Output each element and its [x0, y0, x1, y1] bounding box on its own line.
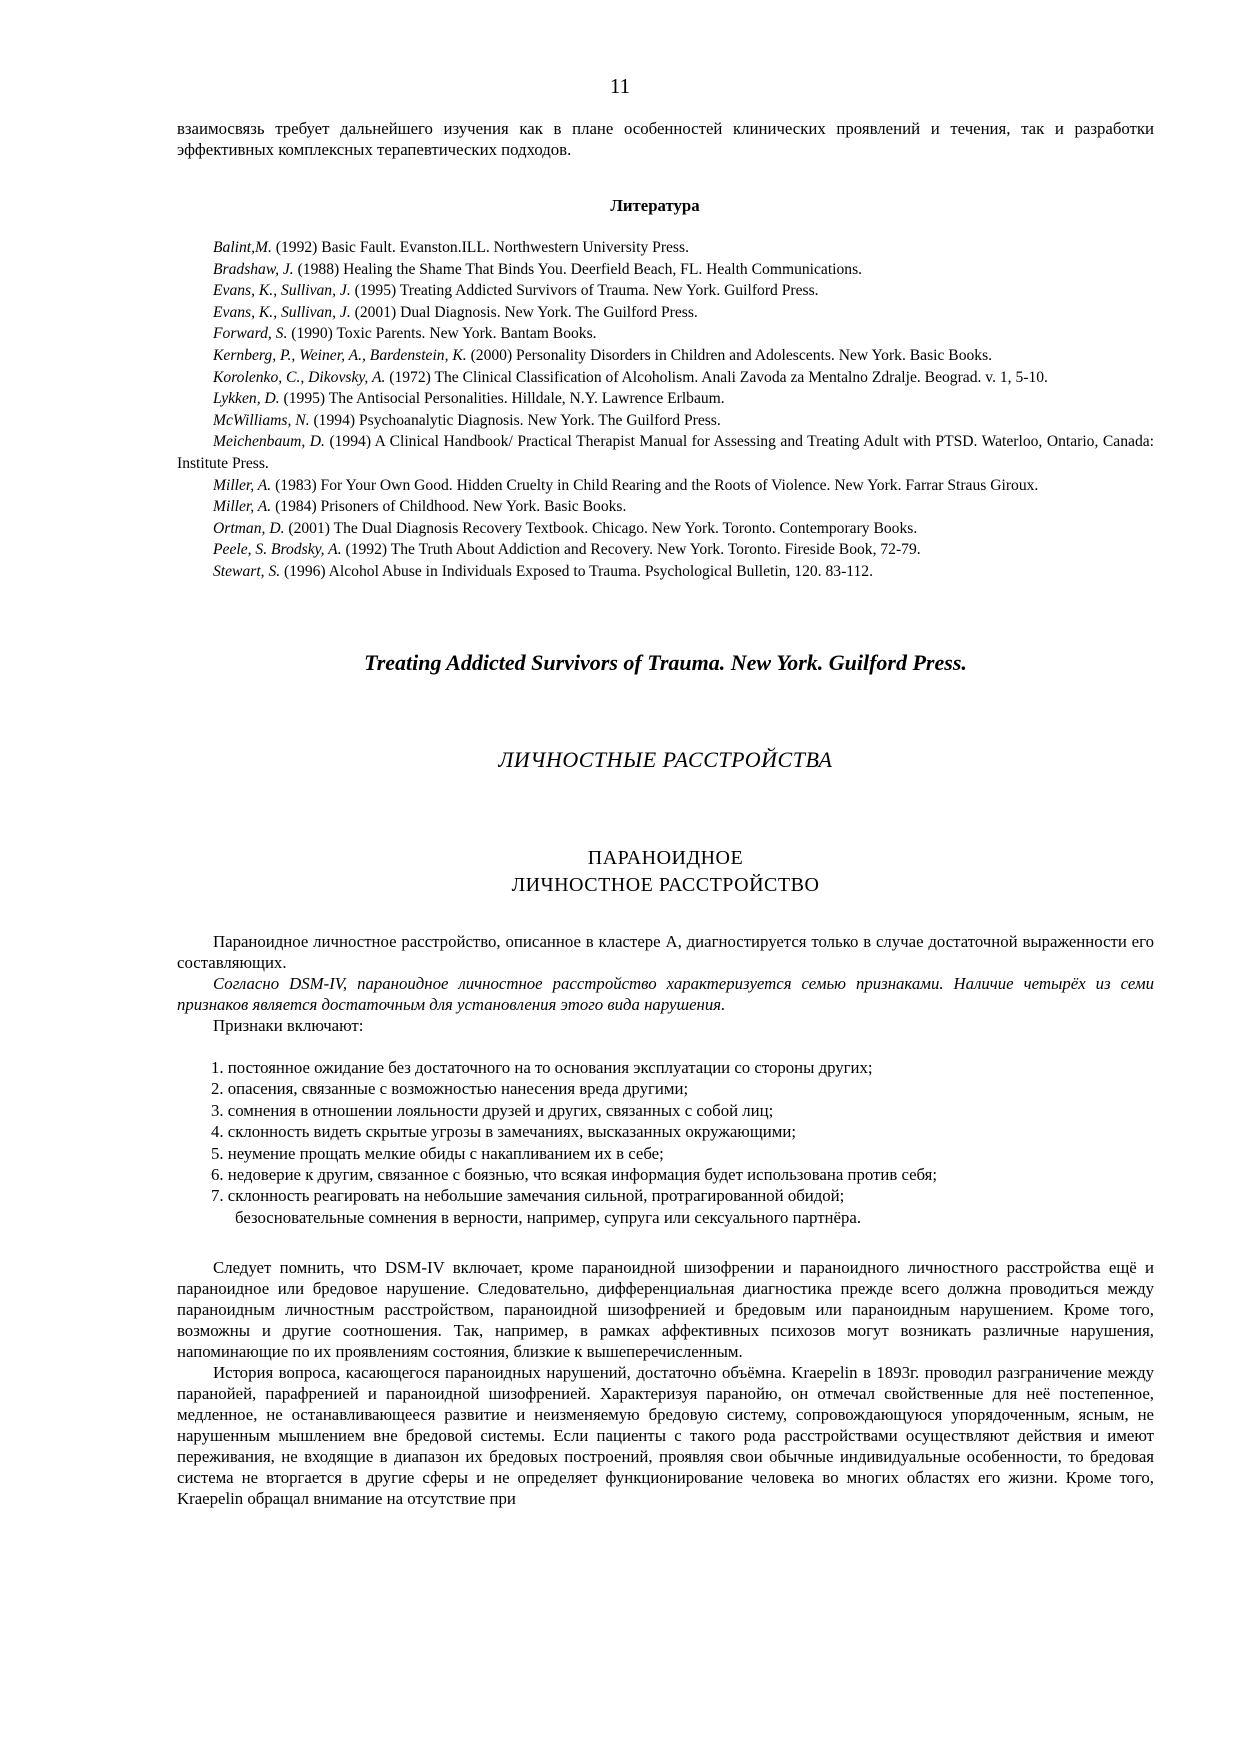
reference-item: [177, 431, 1154, 474]
reference-text: (1972) The Clinical Classification of Alcoholism. Anali Zavoda za Mentalno Zdralje. Beograd. v. 1, 5-10.: [385, 368, 1048, 386]
reference-text: (1988) Healing the Shame That Binds You. Deerfield Beach, FL. Health Communications.: [293, 260, 863, 278]
reference-authors: Kernberg, P., Weiner, A., Bardenstein, K.: [213, 346, 467, 364]
subsection-title: [177, 845, 1154, 899]
reference-item: [177, 280, 1154, 302]
reference-text: (1994) Psychoanalytic Diagnosis. New York. The Guilford Press.: [309, 411, 721, 429]
reference-item: [177, 302, 1154, 324]
reference-authors: Balint,M.: [213, 239, 272, 256]
reference-text: (1996) Alcohol Abuse in Individuals Exposed to Trauma. Psychological Bulletin, 120. 83-112.: [280, 562, 873, 580]
reference-item: [177, 410, 1154, 432]
paragraph: Признаки включают:: [213, 1016, 364, 1035]
list-item: 5. неумение прощать мелкие обиды с накапливанием их в себе;: [211, 1143, 664, 1163]
reference-authors: Lykken, D.: [213, 390, 280, 408]
subsection-title-line: ПАРАНОИДНОЕ: [587, 847, 744, 869]
paragraph: История вопроса, касающегося параноидных нарушений, достаточно объёмна. Kraepelin в 1893г. проводил разграничение между паранойей, парафренией и параноидной шизофренией. Характеризуя паранойю, он отмечал свойственные для неё постепенное, медленное, не останавливающееся развитие и неизменяемую бредовую систему, сопровождающуюся упорядоченным, ясным, не нарушенным мышлением вне бредовой системы. Если пациенты с такого рода расстройствами осуществляют действия и имеют переживания, не входящие в диапазон их бредовых построений, проявляя свои обычные индивидуальные особенности, то бредовая система не вторгается в другие сферы и не определяет функционирование человека во многих областях его жизни. Кроме того, Kraepelin обращал внимание на отсутствие при: [177, 1363, 1154, 1508]
intro-block: [177, 118, 1154, 160]
reference-text: (2001) The Dual Diagnosis Recovery Textbook. Chicago. New York. Toronto. Contemporary Books.: [284, 519, 918, 537]
intro-paragraph: взаимосвязь требует дальнейшего изучения как в плане особенностей клинических проявлений и течения, так и разработки эффективных комплексных терапевтических подходов.: [177, 119, 1154, 159]
body-block-top: [177, 931, 1154, 1036]
reference-item: [177, 561, 1154, 583]
list-item: 3. сомнения в отношении лояльности друзей и других, связанных с собой лиц;: [211, 1100, 774, 1120]
reference-text: (2000) Personality Disorders in Children and Adolescents. New York. Basic Books.: [466, 346, 993, 364]
reference-authors: Bradshaw, J.: [213, 260, 294, 278]
reference-authors: Meichenbaum, D.: [213, 433, 325, 451]
reference-text: (1984) Prisoners of Childhood. New York. Basic Books.: [271, 498, 627, 516]
reference-item: [177, 259, 1154, 281]
reference-authors: Peele, S. Brodsky, A.: [213, 541, 342, 559]
reference-authors: Miller, A.: [213, 498, 272, 516]
reference-text: (1992) Basic Fault. Evanston.ILL. Northwestern University Press.: [271, 239, 689, 256]
reference-authors: Evans, K., Sullivan, J.: [213, 303, 351, 321]
reference-item: [177, 237, 1154, 259]
reference-authors: Ortman, D.: [213, 519, 285, 537]
reference-item: [177, 475, 1154, 497]
reference-text: (1995) Treating Addicted Survivors of Trauma. New York. Guilford Press.: [350, 282, 819, 300]
reference-text: (1994) A Clinical Handbook/ Practical Therapist Manual for Assessing and Treating Adult with PTSD. Waterloo, Ontario, Canada: Institute Press.: [177, 433, 1154, 472]
reference-item: [177, 539, 1154, 561]
subsection-title-line: ЛИЧНОСТНОЕ РАССТРОЙСТВО: [511, 874, 820, 896]
reference-authors: Korolenko, C., Dikovsky, A.: [213, 368, 386, 386]
reference-authors: Stewart, S.: [213, 562, 281, 580]
list-item: 2. опасения, связанные с возможностью нанесения вреда другими;: [211, 1079, 689, 1099]
reference-item: [177, 345, 1154, 367]
reference-item: [177, 323, 1154, 345]
reference-authors: Miller, A.: [213, 476, 272, 494]
reference-authors: Evans, K., Sullivan, J.: [213, 282, 351, 300]
reference-authors: McWilliams, N.: [213, 411, 310, 429]
reference-text: (1983) For Your Own Good. Hidden Cruelty in Child Rearing and the Roots of Violence. New York. Farrar Straus Giroux.: [271, 476, 1039, 494]
list-item: 6. недоверие к другим, связанное с боязнью, что всякая информация будет использована против себя;: [211, 1165, 938, 1185]
reference-text: (1992) The Truth About Addiction and Recovery. New York. Toronto. Fireside Book, 72-79.: [341, 541, 921, 559]
reference-item: [177, 518, 1154, 540]
body-block-bottom: [177, 1257, 1154, 1509]
list-item: 7. склонность реагировать на небольшие замечания сильной, протрагированной обидой;: [211, 1186, 845, 1206]
paragraph-italic: Согласно DSM-IV, параноидное личностное расстройство характеризуется семью признаками. Наличие четырёх из семи признаков является достаточным для установления этого вида нарушения.: [177, 974, 1154, 1014]
list-item: 4. склонность видеть скрытые угрозы в замечаниях, высказанных окружающими;: [211, 1122, 797, 1142]
paragraph: Параноидное личностное расстройство, описанное в кластере А, диагностируется только в случае достаточной выраженности его составляющих.: [177, 932, 1154, 972]
reference-authors: Forward, S.: [213, 325, 288, 343]
references-list: [177, 237, 1154, 583]
references-title: Литература: [610, 196, 700, 215]
paragraph: Следует помнить, что DSM-IV включает, кроме параноидной шизофрении и параноидного личностного расстройства ещё и параноидное или бредовое нарушение. Следовательно, дифференциальная диагностика прежде всего должна проводиться между параноидным личностным расстройством, параноидной шизофренией и бредовым или параноидным нарушением. Кроме того, возможны и другие соотношения. Так, например, в рамках аффективных психозов могут возникать различные нарушения, напоминающие по их проявлениям состояния, близкие к вышеперечисленным.: [177, 1258, 1154, 1361]
section-title: ЛИЧНОСТНЫЕ РАССТРОЙСТВА: [498, 747, 833, 772]
reference-item: [177, 367, 1154, 389]
reference-text: (1990) Toxic Parents. New York. Bantam Books.: [287, 325, 597, 343]
emphasized-reference-line: Treating Addicted Survivors of Trauma. New York. Guilford Press.: [364, 650, 967, 675]
page-number: 11: [609, 74, 631, 98]
signs-list: [211, 1057, 1154, 1228]
list-item-continuation: безосновательные сомнения в верности, например, супруга или сексуального партнёра.: [235, 1207, 862, 1227]
reference-text: (1995) The Antisocial Personalities. Hilldale, N.Y. Lawrence Erlbaum.: [279, 390, 725, 408]
reference-item: [177, 496, 1154, 518]
reference-item: [177, 388, 1154, 410]
list-item: 1. постоянное ожидание без достаточного на то основания эксплуатации со стороны других;: [211, 1058, 873, 1077]
reference-text: (2001) Dual Diagnosis. New York. The Guilford Press.: [350, 303, 698, 321]
